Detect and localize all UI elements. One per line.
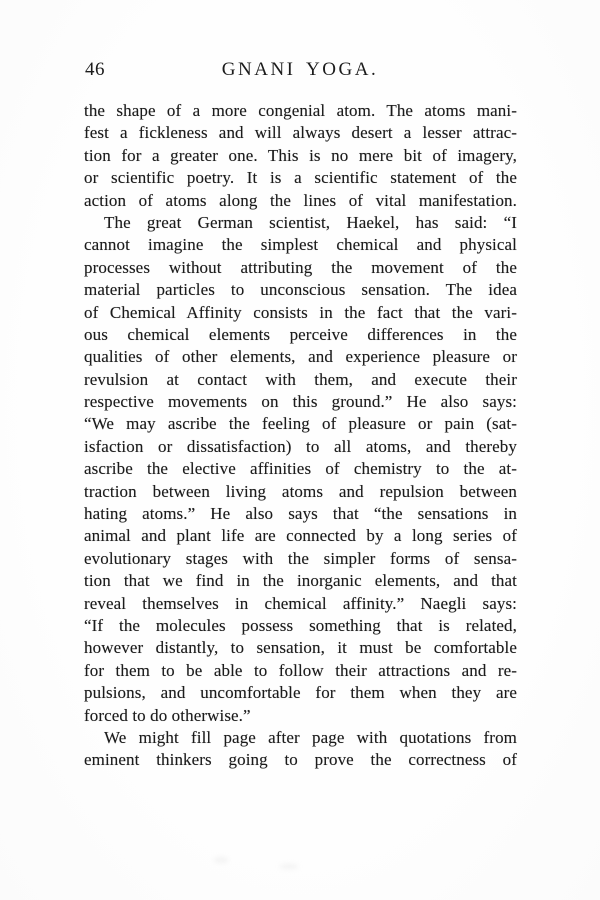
text-line: qualities of other elements, and experience pleasure or — [84, 347, 517, 367]
text-line: We might fill page after page with quotations from — [104, 727, 517, 747]
text-line: “If the molecules possess something that is related, — [84, 615, 517, 635]
text-line: fest a fickleness and will always desert a lesser attrac- — [84, 123, 517, 143]
text-line: evolutionary stages with the simpler forms of sensa- — [84, 548, 517, 568]
text-line: pulsions, and uncomfortable for them when they are — [84, 683, 517, 703]
body-text — [84, 100, 517, 772]
text-line: reveal themselves in chemical affinity.” Naegli says: — [84, 593, 517, 613]
text-line: eminent thinkers going to prove the correctness of — [84, 750, 517, 770]
text-line: traction between living atoms and repulsion between — [84, 481, 517, 501]
text-line: forced to do otherwise.” — [84, 705, 251, 725]
text-line: processes without attributing the movement of the — [84, 257, 517, 277]
text-line: tion that we find in the inorganic elements, and that — [84, 571, 517, 591]
text-line: or scientific poetry. It is a scientific statement of the — [84, 168, 517, 188]
text-line: for them to be able to follow their attractions and re- — [84, 660, 517, 680]
text-line: of Chemical Affinity consists in the fact that the vari- — [84, 302, 517, 322]
text-line: however distantly, to sensation, it must be comfortable — [84, 638, 517, 658]
text-line: tion for a greater one. This is no mere bit of imagery, — [84, 145, 517, 165]
text-line: revulsion at contact with them, and execute their — [84, 369, 517, 389]
running-title: GNANI YOGA. — [221, 59, 379, 80]
text-line: isfaction or dissatisfaction) to all atoms, and thereby — [84, 436, 517, 456]
text-line: The great German scientist, Haekel, has said: “I — [104, 212, 517, 232]
page-header — [0, 57, 600, 83]
scan-smudge — [214, 857, 228, 863]
text-line: “We may ascribe the feeling of pleasure or pain (sat- — [84, 414, 517, 434]
text-line: cannot imagine the simplest chemical and physical — [84, 235, 517, 255]
text-line: the shape of a more congenial atom. The atoms mani- — [84, 101, 517, 120]
text-line: ous chemical elements perceive differences in the — [84, 324, 517, 344]
text-line: action of atoms along the lines of vital manifestation. — [84, 190, 517, 210]
text-line: ascribe the elective affinities of chemistry to the at- — [84, 459, 517, 479]
text-line: respective movements on this ground.” He also says: — [84, 392, 517, 412]
page-number: 46 — [85, 59, 105, 80]
text-line: animal and plant life are connected by a long series of — [84, 526, 517, 546]
scan-smudge — [280, 864, 298, 869]
text-line: hating atoms.” He also says that “the sensations in — [84, 504, 517, 524]
text-line: material particles to unconscious sensation. The idea — [84, 280, 517, 300]
